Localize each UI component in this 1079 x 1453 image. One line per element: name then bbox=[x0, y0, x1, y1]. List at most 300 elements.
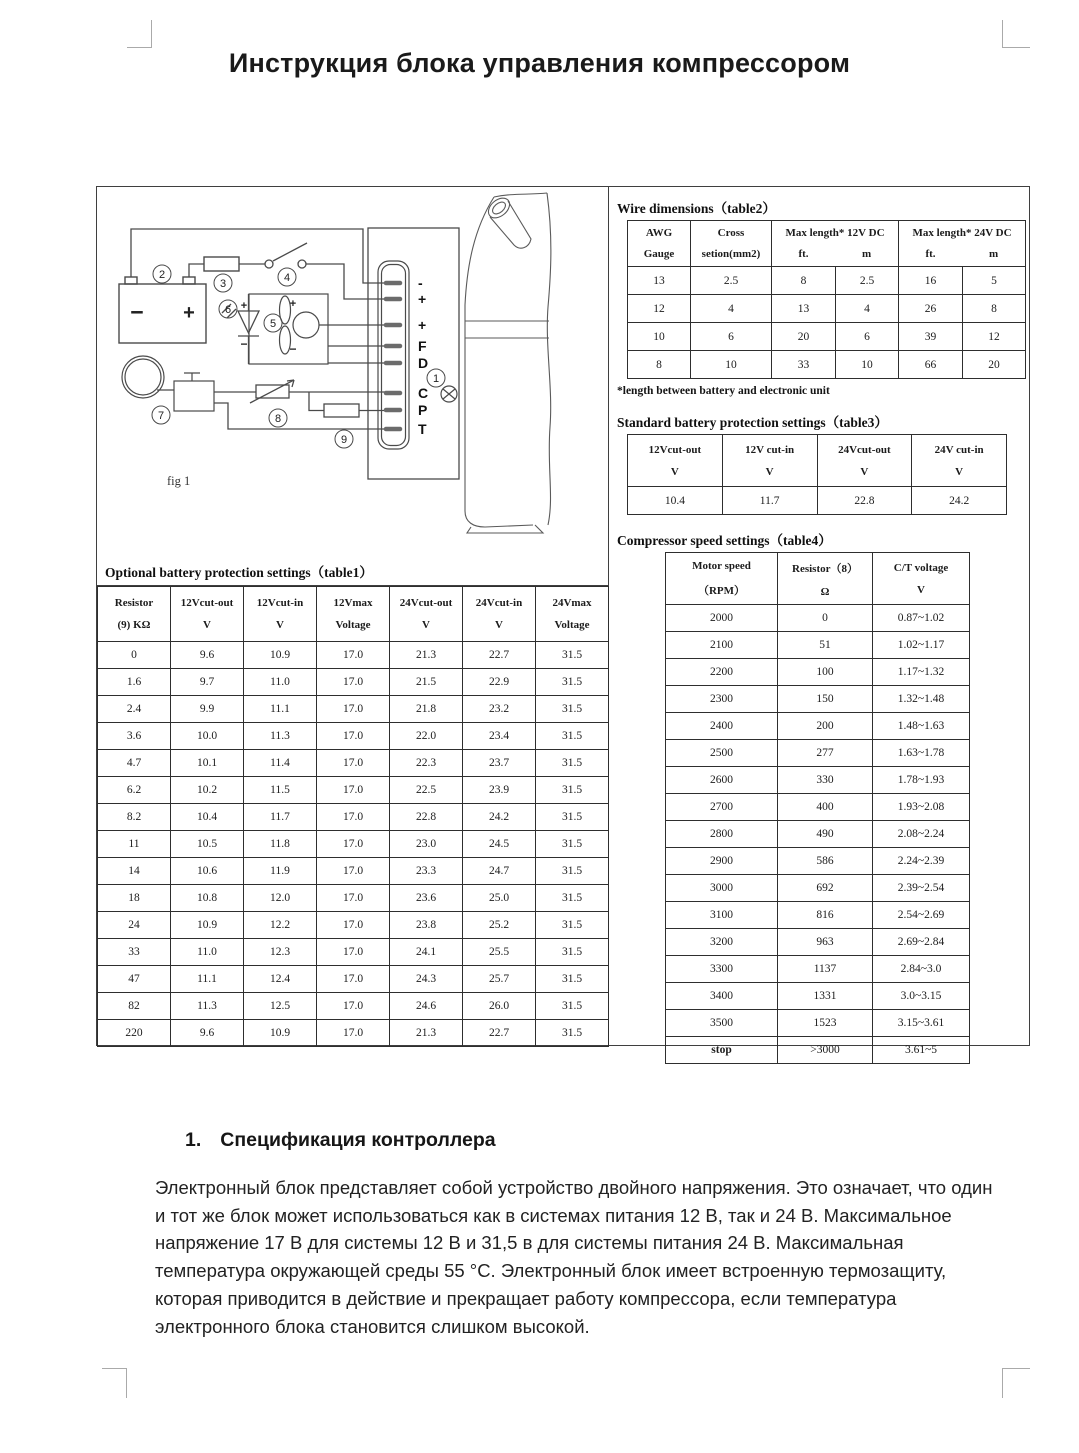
table-cell: 11.9 bbox=[244, 858, 317, 885]
table-row bbox=[98, 750, 609, 777]
table-cell: 692 bbox=[778, 875, 873, 902]
table-row bbox=[666, 929, 970, 956]
table-cell: 31.5 bbox=[536, 696, 609, 723]
table-cell: 11.7 bbox=[244, 804, 317, 831]
table-cell: 31.5 bbox=[536, 1020, 609, 1047]
table-cell: 3.6 bbox=[98, 723, 171, 750]
switch-symbol bbox=[265, 243, 307, 268]
table-cell: 10.9 bbox=[244, 642, 317, 669]
table-row bbox=[98, 669, 609, 696]
table-cell: 31.5 bbox=[536, 642, 609, 669]
table-row bbox=[666, 1037, 970, 1064]
table-cell: 20 bbox=[963, 351, 1026, 379]
table-cell: 12.2 bbox=[244, 912, 317, 939]
table-cell: 31.5 bbox=[536, 885, 609, 912]
table-row bbox=[98, 804, 609, 831]
table-row bbox=[628, 351, 1026, 379]
table-cell: 11.0 bbox=[244, 669, 317, 696]
table-cell: 22.0 bbox=[390, 723, 463, 750]
table-cell: 6 bbox=[836, 323, 899, 351]
table-cell: 26.0 bbox=[463, 993, 536, 1020]
table-row bbox=[98, 777, 609, 804]
badge-8 bbox=[269, 409, 287, 427]
table-cell: 17.0 bbox=[317, 885, 390, 912]
svg-text:6: 6 bbox=[224, 304, 232, 316]
table-cell: 24.7 bbox=[463, 858, 536, 885]
terminal-labels bbox=[418, 275, 428, 437]
table-cell: 10.4 bbox=[628, 487, 723, 515]
table-cell: 17.0 bbox=[317, 939, 390, 966]
table-cell: 17.0 bbox=[317, 804, 390, 831]
column-header: 12Vcut-in V bbox=[244, 587, 317, 642]
table-cell: 12.4 bbox=[244, 966, 317, 993]
table-cell: 3.15~3.61 bbox=[873, 1010, 970, 1037]
table-cell: 963 bbox=[778, 929, 873, 956]
table-cell: 8 bbox=[628, 351, 691, 379]
badge-1 bbox=[427, 369, 445, 387]
badge-3 bbox=[214, 274, 232, 292]
resistor-symbol bbox=[324, 404, 359, 417]
table-cell: 2700 bbox=[666, 794, 778, 821]
table-cell: 17.0 bbox=[317, 696, 390, 723]
terminal-label-f: F bbox=[418, 338, 427, 354]
terminal-label-plus2: + bbox=[418, 317, 427, 333]
table1-title: Optional battery protection settings（table1） bbox=[97, 556, 608, 586]
table3-title: Standard battery protection settings（table3） bbox=[617, 415, 888, 430]
table-cell: 24.3 bbox=[390, 966, 463, 993]
table-cell: 13 bbox=[772, 295, 836, 323]
table-row bbox=[666, 821, 970, 848]
table-cell: 10.2 bbox=[171, 777, 244, 804]
table-row bbox=[98, 696, 609, 723]
table-cell: 11.8 bbox=[244, 831, 317, 858]
table-cell: 22.5 bbox=[390, 777, 463, 804]
table-cell: 200 bbox=[778, 713, 873, 740]
column-header: 24Vcut-in V bbox=[463, 587, 536, 642]
table-cell: 25.2 bbox=[463, 912, 536, 939]
table-cell: 9.6 bbox=[171, 1020, 244, 1047]
table-cell: 6 bbox=[691, 323, 772, 351]
table-cell: 31.5 bbox=[536, 777, 609, 804]
table-cell: 17.0 bbox=[317, 966, 390, 993]
crop-mark-bottom-right bbox=[1002, 1368, 1030, 1398]
table-cell: 2100 bbox=[666, 632, 778, 659]
table-cell: 31.5 bbox=[536, 993, 609, 1020]
table-row bbox=[98, 1020, 609, 1047]
table-cell: 31.5 bbox=[536, 804, 609, 831]
table-cell: 2.39~2.54 bbox=[873, 875, 970, 902]
table-row bbox=[666, 875, 970, 902]
table-row bbox=[98, 858, 609, 885]
table-cell: 24.2 bbox=[912, 487, 1007, 515]
table-cell: 13 bbox=[628, 267, 691, 295]
table-cell: 0 bbox=[778, 605, 873, 632]
table-cell: 51 bbox=[778, 632, 873, 659]
table-cell: 17.0 bbox=[317, 723, 390, 750]
table-cell: 17.0 bbox=[317, 831, 390, 858]
table-cell: 2.5 bbox=[691, 267, 772, 295]
table-cell: 23.0 bbox=[390, 831, 463, 858]
table-cell: 1.48~1.63 bbox=[873, 713, 970, 740]
table-cell: 9.7 bbox=[171, 669, 244, 696]
table-cell: 12.5 bbox=[244, 993, 317, 1020]
compressor-speed-table bbox=[665, 552, 970, 1064]
standard-battery-protection-table bbox=[627, 434, 1007, 515]
table-cell: 2.4 bbox=[98, 696, 171, 723]
table-cell: 21.3 bbox=[390, 642, 463, 669]
table-cell: 16 bbox=[899, 267, 963, 295]
table-cell: 23.2 bbox=[463, 696, 536, 723]
svg-text:7: 7 bbox=[157, 410, 165, 422]
table-cell: 33 bbox=[98, 939, 171, 966]
table-cell: 2200 bbox=[666, 659, 778, 686]
table-cell: 11.5 bbox=[244, 777, 317, 804]
table-cell: 1.32~1.48 bbox=[873, 686, 970, 713]
column-header: Max length* 12V DC ft. m bbox=[772, 221, 899, 267]
table-cell: 31.5 bbox=[536, 723, 609, 750]
badge-6 bbox=[219, 300, 237, 318]
table-cell: 22.8 bbox=[817, 487, 912, 515]
table-row bbox=[666, 659, 970, 686]
circuit-diagram bbox=[97, 187, 609, 551]
figure-caption: fig 1 bbox=[167, 474, 191, 488]
table-cell: 23.4 bbox=[463, 723, 536, 750]
fig1-panel bbox=[97, 187, 609, 1045]
table-cell: 11.0 bbox=[171, 939, 244, 966]
table-cell: 31.5 bbox=[536, 966, 609, 993]
table-cell: 8 bbox=[772, 267, 836, 295]
table-cell: 2.08~2.24 bbox=[873, 821, 970, 848]
table-cell: 22.7 bbox=[463, 1020, 536, 1047]
table-cell: 14 bbox=[98, 858, 171, 885]
tables-panel bbox=[609, 187, 1029, 1056]
coil-symbol bbox=[122, 356, 214, 411]
table-cell: 9.9 bbox=[171, 696, 244, 723]
table-cell: 24 bbox=[98, 912, 171, 939]
table-cell: 25.0 bbox=[463, 885, 536, 912]
table-cell: 4 bbox=[691, 295, 772, 323]
column-header: Max length* 24V DC ft. m bbox=[899, 221, 1026, 267]
table-cell: 21.3 bbox=[390, 1020, 463, 1047]
table-cell: 22.7 bbox=[463, 642, 536, 669]
table-cell: 17.0 bbox=[317, 912, 390, 939]
figure-and-tables-block bbox=[96, 186, 1030, 1056]
table-cell: 10 bbox=[836, 351, 899, 379]
svg-text:5: 5 bbox=[269, 318, 277, 330]
table-cell: 8 bbox=[963, 295, 1026, 323]
table-cell: 490 bbox=[778, 821, 873, 848]
table-cell: 1523 bbox=[778, 1010, 873, 1037]
terminal-label-plus1: + bbox=[418, 291, 427, 307]
table-cell: 3300 bbox=[666, 956, 778, 983]
table-row bbox=[628, 295, 1026, 323]
badge-9 bbox=[335, 430, 353, 448]
table-cell: 2500 bbox=[666, 740, 778, 767]
variable-resistor-symbol bbox=[250, 380, 294, 403]
table-cell: 2400 bbox=[666, 713, 778, 740]
table-cell: 10.5 bbox=[171, 831, 244, 858]
table-cell: 3000 bbox=[666, 875, 778, 902]
column-header: 24Vcut-out V bbox=[390, 587, 463, 642]
table-cell: 100 bbox=[778, 659, 873, 686]
table-row bbox=[666, 740, 970, 767]
compressor-outline bbox=[465, 193, 551, 533]
column-header: Resistor（8） Ω bbox=[778, 553, 873, 605]
terminal-label-d: D bbox=[418, 355, 429, 371]
fan-minus-sign: − bbox=[289, 342, 297, 356]
table-cell: >3000 bbox=[778, 1037, 873, 1064]
table-cell: 0 bbox=[98, 642, 171, 669]
table-cell: 31.5 bbox=[536, 912, 609, 939]
badge-2 bbox=[153, 265, 171, 283]
table-cell: 21.5 bbox=[390, 669, 463, 696]
table-cell: 17.0 bbox=[317, 642, 390, 669]
table-row bbox=[98, 642, 609, 669]
wire-dimensions-table bbox=[627, 220, 1026, 379]
column-header: Resistor (9) KΩ bbox=[98, 587, 171, 642]
table-cell: 2.24~2.39 bbox=[873, 848, 970, 875]
table-cell: 3500 bbox=[666, 1010, 778, 1037]
terminal-label-t: T bbox=[418, 421, 427, 437]
table-row bbox=[628, 323, 1026, 351]
table-cell: 11.4 bbox=[244, 750, 317, 777]
table-cell: stop bbox=[666, 1037, 778, 1064]
crop-mark-top-left bbox=[127, 20, 152, 48]
table-cell: 330 bbox=[778, 767, 873, 794]
svg-text:9: 9 bbox=[340, 434, 348, 446]
table-cell: 11.1 bbox=[171, 966, 244, 993]
table-cell: 6.2 bbox=[98, 777, 171, 804]
badge-7 bbox=[152, 406, 170, 424]
table-cell: 66 bbox=[899, 351, 963, 379]
table-cell: 1331 bbox=[778, 983, 873, 1010]
table-cell: 31.5 bbox=[536, 939, 609, 966]
table-cell: 10.8 bbox=[171, 885, 244, 912]
table-cell: 1.63~1.78 bbox=[873, 740, 970, 767]
table-row bbox=[98, 912, 609, 939]
svg-text:8: 8 bbox=[274, 413, 282, 425]
table-row bbox=[666, 767, 970, 794]
svg-text:2: 2 bbox=[158, 269, 166, 281]
table-row bbox=[666, 983, 970, 1010]
table-cell: 1.78~1.93 bbox=[873, 767, 970, 794]
table-cell: 1.6 bbox=[98, 669, 171, 696]
table-cell: 11 bbox=[98, 831, 171, 858]
table-cell: 277 bbox=[778, 740, 873, 767]
table-cell: 150 bbox=[778, 686, 873, 713]
table-cell: 22.9 bbox=[463, 669, 536, 696]
table-cell: 11.7 bbox=[722, 487, 817, 515]
table-cell: 2900 bbox=[666, 848, 778, 875]
table-cell: 1.93~2.08 bbox=[873, 794, 970, 821]
table-cell: 24.6 bbox=[390, 993, 463, 1020]
svg-text:1: 1 bbox=[432, 373, 440, 385]
table-header-row bbox=[628, 221, 1026, 267]
table-cell: 400 bbox=[778, 794, 873, 821]
table-cell: 816 bbox=[778, 902, 873, 929]
column-header: 24Vmax Voltage bbox=[536, 587, 609, 642]
terminal-block bbox=[378, 261, 409, 449]
table-cell: 2.84~3.0 bbox=[873, 956, 970, 983]
table-cell: 33 bbox=[772, 351, 836, 379]
table-cell: 2.54~2.69 bbox=[873, 902, 970, 929]
section-heading-text: Спецификация контроллера bbox=[220, 1129, 496, 1151]
table-cell: 25.7 bbox=[463, 966, 536, 993]
fan-symbol bbox=[280, 296, 320, 354]
table-cell: 2600 bbox=[666, 767, 778, 794]
svg-text:4: 4 bbox=[283, 272, 291, 284]
table-row bbox=[628, 267, 1026, 295]
crop-mark-top-right bbox=[1002, 20, 1030, 48]
table-cell: 11.1 bbox=[244, 696, 317, 723]
column-header: Cross setion(mm2) bbox=[691, 221, 772, 267]
table-cell: 31.5 bbox=[536, 831, 609, 858]
table-cell: 3.0~3.15 bbox=[873, 983, 970, 1010]
terminal-pins bbox=[386, 283, 400, 429]
battery-plus-sign: + bbox=[183, 302, 195, 324]
column-header: 12Vcut-out V bbox=[171, 587, 244, 642]
table-cell: 17.0 bbox=[317, 993, 390, 1020]
table4-header bbox=[666, 553, 970, 605]
table-cell: 10 bbox=[691, 351, 772, 379]
section-number: 1. bbox=[185, 1129, 202, 1151]
table-cell: 39 bbox=[899, 323, 963, 351]
table-cell: 82 bbox=[98, 993, 171, 1020]
table4-body bbox=[666, 605, 970, 1064]
table-cell: 10.9 bbox=[244, 1020, 317, 1047]
table-cell: 20 bbox=[772, 323, 836, 351]
table-cell: 3.61~5 bbox=[873, 1037, 970, 1064]
table3-body bbox=[628, 487, 1007, 515]
table-cell: 23.6 bbox=[390, 885, 463, 912]
table-cell: 17.0 bbox=[317, 1020, 390, 1047]
table2-body bbox=[628, 267, 1026, 379]
table-row bbox=[666, 794, 970, 821]
column-header: 12Vmax Voltage bbox=[317, 587, 390, 642]
table-cell: 12.0 bbox=[244, 885, 317, 912]
table-row bbox=[666, 713, 970, 740]
table-header-row bbox=[98, 587, 609, 642]
table-row bbox=[98, 831, 609, 858]
table-cell: 24.1 bbox=[390, 939, 463, 966]
table-cell: 9.6 bbox=[171, 642, 244, 669]
table-cell: 31.5 bbox=[536, 750, 609, 777]
table-cell: 2000 bbox=[666, 605, 778, 632]
table-cell: 1137 bbox=[778, 956, 873, 983]
table-cell: 17.0 bbox=[317, 777, 390, 804]
table-cell: 10.4 bbox=[171, 804, 244, 831]
table3-header bbox=[628, 435, 1007, 487]
diode-plus-sign: + bbox=[240, 300, 248, 312]
table-row bbox=[666, 1010, 970, 1037]
table-cell: 17.0 bbox=[317, 669, 390, 696]
table-row bbox=[666, 605, 970, 632]
table-cell: 31.5 bbox=[536, 669, 609, 696]
crop-mark-bottom-left bbox=[102, 1368, 127, 1398]
table-cell: 11.3 bbox=[244, 723, 317, 750]
page-title: Инструкция блока управления компрессором bbox=[228, 48, 851, 78]
table-cell: 3100 bbox=[666, 902, 778, 929]
badge-5 bbox=[264, 314, 282, 332]
table-header-row bbox=[666, 553, 970, 605]
table-cell: 22.8 bbox=[390, 804, 463, 831]
table2-title: Wire dimensions（table2） bbox=[617, 201, 776, 216]
battery-minus-sign: − bbox=[130, 299, 144, 325]
table-row bbox=[98, 966, 609, 993]
fuse-symbol bbox=[204, 257, 239, 271]
table-cell: 18 bbox=[98, 885, 171, 912]
table-cell: 5 bbox=[963, 267, 1026, 295]
terminal-label-c: C bbox=[418, 385, 429, 401]
table-cell: 10.1 bbox=[171, 750, 244, 777]
table-header-row bbox=[628, 435, 1007, 487]
table-row bbox=[666, 956, 970, 983]
table-cell: 3200 bbox=[666, 929, 778, 956]
table4-title: Compressor speed settings（table4） bbox=[617, 533, 832, 548]
table-cell: 2.69~2.84 bbox=[873, 929, 970, 956]
table-cell: 31.5 bbox=[536, 858, 609, 885]
table-cell: 23.9 bbox=[463, 777, 536, 804]
column-header: Motor speed （RPM） bbox=[666, 553, 778, 605]
table-cell: 23.7 bbox=[463, 750, 536, 777]
table-cell: 11.3 bbox=[171, 993, 244, 1020]
component-number-badges bbox=[152, 265, 445, 448]
table-cell: 1.17~1.32 bbox=[873, 659, 970, 686]
table-row bbox=[98, 885, 609, 912]
table-cell: 10 bbox=[628, 323, 691, 351]
badge-4 bbox=[278, 268, 296, 286]
table-cell: 12 bbox=[628, 295, 691, 323]
column-header: 24Vcut-out V bbox=[817, 435, 912, 487]
table1-header bbox=[98, 587, 609, 642]
table-row bbox=[666, 632, 970, 659]
optional-battery-protection-table bbox=[97, 586, 609, 1047]
table-cell: 10.0 bbox=[171, 723, 244, 750]
table-cell: 2300 bbox=[666, 686, 778, 713]
table1-body bbox=[98, 642, 609, 1047]
table-cell: 21.8 bbox=[390, 696, 463, 723]
table-row bbox=[98, 939, 609, 966]
table2-footnote: *length between battery and electronic unit bbox=[617, 385, 830, 397]
table-cell: 586 bbox=[778, 848, 873, 875]
table-row bbox=[98, 723, 609, 750]
fan-plus-sign: + bbox=[289, 298, 297, 310]
column-header: C/T voltage V bbox=[873, 553, 970, 605]
screw-terminal bbox=[441, 386, 457, 402]
table-cell: 10.9 bbox=[171, 912, 244, 939]
table-cell: 17.0 bbox=[317, 858, 390, 885]
table-cell: 220 bbox=[98, 1020, 171, 1047]
table-cell: 25.5 bbox=[463, 939, 536, 966]
table-cell: 23.8 bbox=[390, 912, 463, 939]
table-cell: 2800 bbox=[666, 821, 778, 848]
table-cell: 24.2 bbox=[463, 804, 536, 831]
table-row bbox=[628, 487, 1007, 515]
table-row bbox=[98, 993, 609, 1020]
table-cell: 8.2 bbox=[98, 804, 171, 831]
table-cell: 10.6 bbox=[171, 858, 244, 885]
table-cell: 4.7 bbox=[98, 750, 171, 777]
column-header: AWG Gauge bbox=[628, 221, 691, 267]
table-cell: 23.3 bbox=[390, 858, 463, 885]
table-cell: 24.5 bbox=[463, 831, 536, 858]
svg-text:3: 3 bbox=[219, 278, 227, 290]
table-cell: 3400 bbox=[666, 983, 778, 1010]
table-cell: 2.5 bbox=[836, 267, 899, 295]
table-cell: 17.0 bbox=[317, 750, 390, 777]
table-row bbox=[666, 686, 970, 713]
column-header: 12V cut-in V bbox=[722, 435, 817, 487]
